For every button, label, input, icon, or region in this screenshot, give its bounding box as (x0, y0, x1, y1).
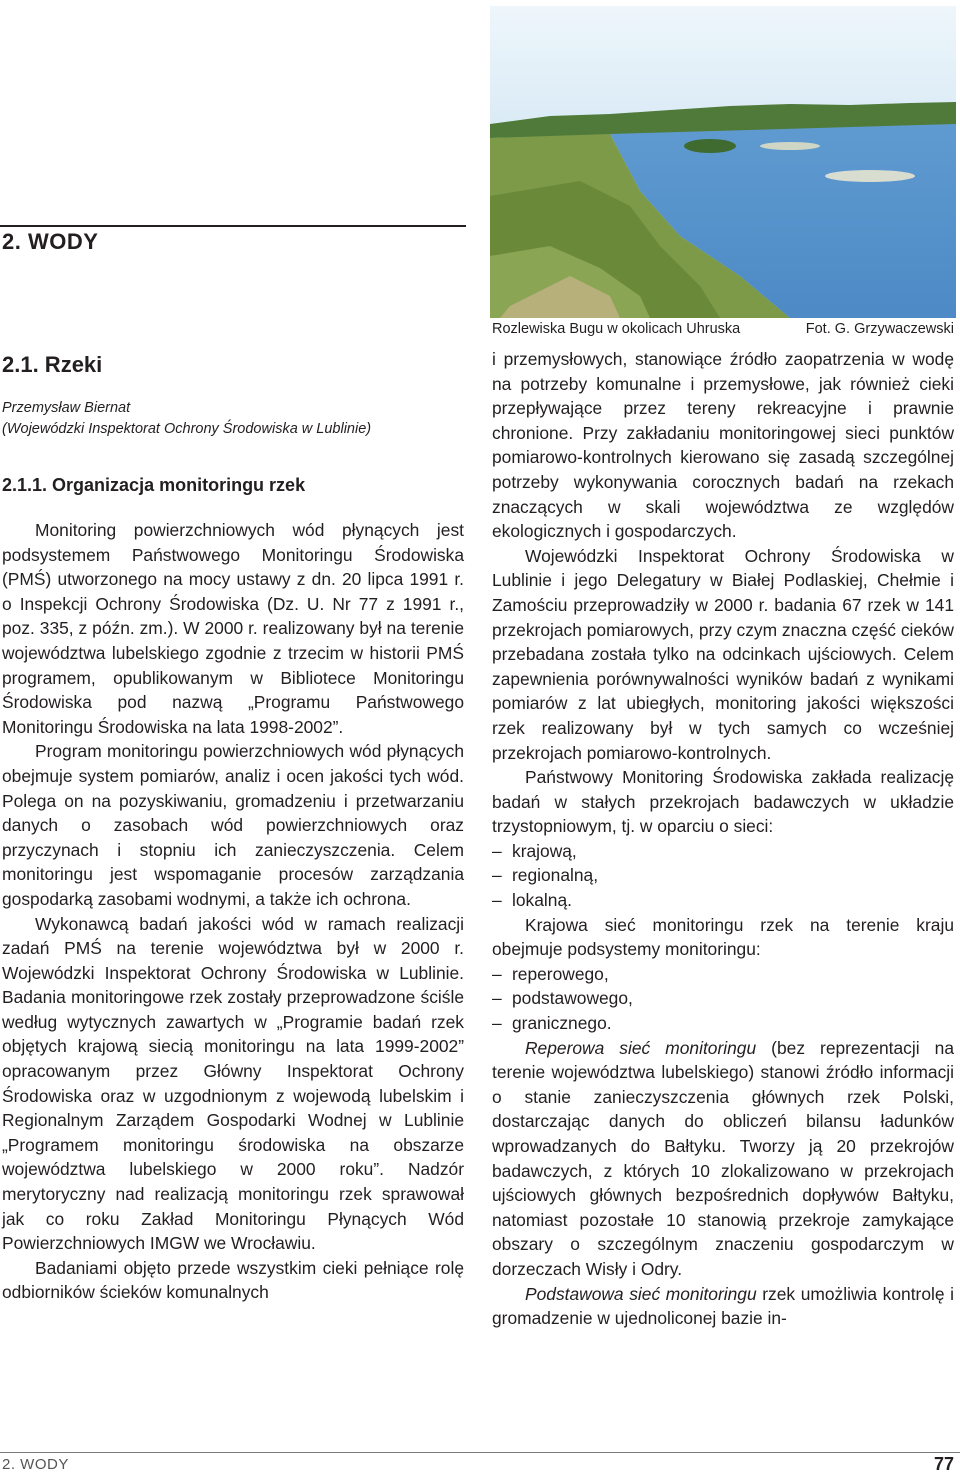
right-paragraph-4: Krajowa sieć monitoringu rzek na terenie kraju obejmuje podsystemy monitoringu: (492, 914, 954, 960)
page-number: 77 (933, 1454, 954, 1474)
section-title: 2.1. Rzeki (2, 352, 103, 377)
network-list (492, 839, 954, 913)
left-paragraph-2: Program monitoringu powierzchniowych wód płynących obejmuje system pomiarów, analiz i ocen jakości tych wód. Polega on na pozyskiwaniu, gromadzeniu i przetwarzaniu danych o zasobach wód powierzchniowych oraz przyczynach i stopniu ich zanieczyszczenia. Celem monitoringu jest wspomaganie procesów zarządzania gospodarką zasobami wodnymi, a także ich ochrona. (2, 741, 464, 909)
photo-caption (492, 321, 954, 337)
list-item: – podstawowego, (492, 988, 633, 1009)
author-name: Przemysław Biernat (2, 400, 131, 416)
photo-credit: Fot. G. Grzywaczewski (805, 321, 954, 337)
subsystem-list (492, 962, 954, 1036)
left-paragraph-3: Wykonawcą badań jakości wód w ramach realizacji zadań PMŚ na terenie województwa był w 2000 r. Wojewódzki Inspektorat Ochrony Środowiska w Lublinie. Badania monitoringowe rzek zostały przeprowadzone ściśle według wytycznych zawartych w „Programie badań rzek objętych krajową siecią monitoringu na lata 1999-2002” opracowanym przez Główny Inspektorat Ochrony Środowiska oraz w uzgodnionym z wojewodą lubelskim i Regionalnym Zarządem Gospodarki Wodnej w Lublinie „Programem monitoringu środowiska na obszarze województwa lubelskiego w 2000 roku”. Nadzór merytoryczny nad realizacją monitoringu rzek sprawował jak co roku Zakład Monitoringu Płynących Wód Powierzchniowych IMGW we Wrocławiu. (2, 913, 464, 1254)
term-podstawowa: Podstawowa sieć monitoringu (525, 1283, 757, 1304)
right-paragraph-1: i przemysłowych, stanowiące źródło zaopatrzenia w wodę na potrzeby komunalne i przemysłowe, jak również cieki przepływające przez tereny rekreacyjne i prawnie chronione. Przy zakładaniu monitoringowej sieci punktów pomiarowo-kontrolnych kierowano się zasadą szczególnej potrzeby wykonywania corocznych badań na rzekach znaczących w skali województwa ze względów ekologicznych i gospodarczych. (492, 349, 954, 542)
left-paragraph-1: Monitoring powierzchniowych wód płynących jest podsystemem Państwowego Monitoringu Środowiska (PMŚ) utworzonego na mocy ustawy z dn. 20 lipca 1991 r. o Inspekcji Ochrony Środowiska (Dz. U. Nr 77 z 1991 r., poz. 335, z późn. zm.). W 2000 r. realizowany był na terenie województwa lubelskiego zgodnie z trzecim w historii PMŚ programem, opublikowanym w Bibliotece Monitoringu Środowiska pod nazwą „Programu Państwowego Monitoringu Środowiska na lata 1998-2002”. (2, 520, 464, 737)
list-item: – krajową, (492, 840, 577, 861)
footer-section-label: 2. WODY (2, 1456, 69, 1473)
chapter-rule (0, 225, 466, 227)
author-block (2, 398, 371, 440)
right-paragraph-5: Reperowa sieć monitoringu (bez reprezentacji na terenie województwa lubelskiego) stanowi źródło informacji o stanie zanieczyszczenia głównych rzek Polski, dostarczając danych do obliczeń bilansu ładunków wprowadzanych do Bałtyku. Tworzy ją 20 przekrojów badawczych, z których 10 zlokalizowano w przekrojach ujściowych głównych bezpośrednich dopływów Bałtyku, natomiast pozostałe 10 stanowią przekroje zamykające obszary o szczególnym znaczeniu gospodarczym w dorzeczach Wisły i Odry. (492, 1037, 954, 1279)
right-paragraph-3: Państwowy Monitoring Środowiska zakłada realizację badań w stałych przekrojach badawczych w układzie trzystopniowym, tj. w oparciu o sieci: (492, 767, 954, 837)
right-column (492, 347, 954, 1331)
river-photo (490, 6, 956, 318)
subsection-title: 2.1.1. Organizacja monitoringu rzek (2, 475, 306, 495)
author-affiliation: (Wojewódzki Inspektorat Ochrony Środowiska w Lublinie) (2, 421, 372, 437)
list-item: – reperowego, (492, 963, 609, 984)
left-paragraph-4: Badaniami objęto przede wszystkim cieki pełniące rolę odbiorników ścieków komunalnych (2, 1257, 464, 1303)
footer-rule (0, 1452, 960, 1453)
list-item: – regionalną, (492, 865, 599, 886)
list-item: – lokalną. (492, 890, 572, 911)
list-item: – granicznego. (492, 1013, 612, 1034)
photo-caption-text: Rozlewiska Bugu w okolicach Uhruska (492, 321, 741, 337)
left-column (2, 518, 464, 1305)
right-paragraph-6: Podstawowa sieć monitoringu rzek umożliwia kontrolę i gromadzenie w ujednoliconej bazie in- (492, 1283, 955, 1329)
term-reperowa: Reperowa sieć monitoringu (525, 1037, 757, 1058)
chapter-title: 2. WODY (2, 229, 99, 254)
right-paragraph-2: Wojewódzki Inspektorat Ochrony Środowiska w Lublinie i jego Delegatury w Białej Podlaskiej, Chełmie i Zamościu przeprowadziły w 2000 r. badania 67 rzek w 141 przekrojach pomiarowych, przy czym znaczna część cieków przebadana została tylko na odcinkach ujściowych. Celem zapewnienia porównywalności wyników badań z wynikami pomiarów z lat ubiegłych, monitoring jakości większości rzek realizowany był w tych samych co wcześniej przekrojach pomiarowo-kontrolnych. (492, 545, 954, 763)
